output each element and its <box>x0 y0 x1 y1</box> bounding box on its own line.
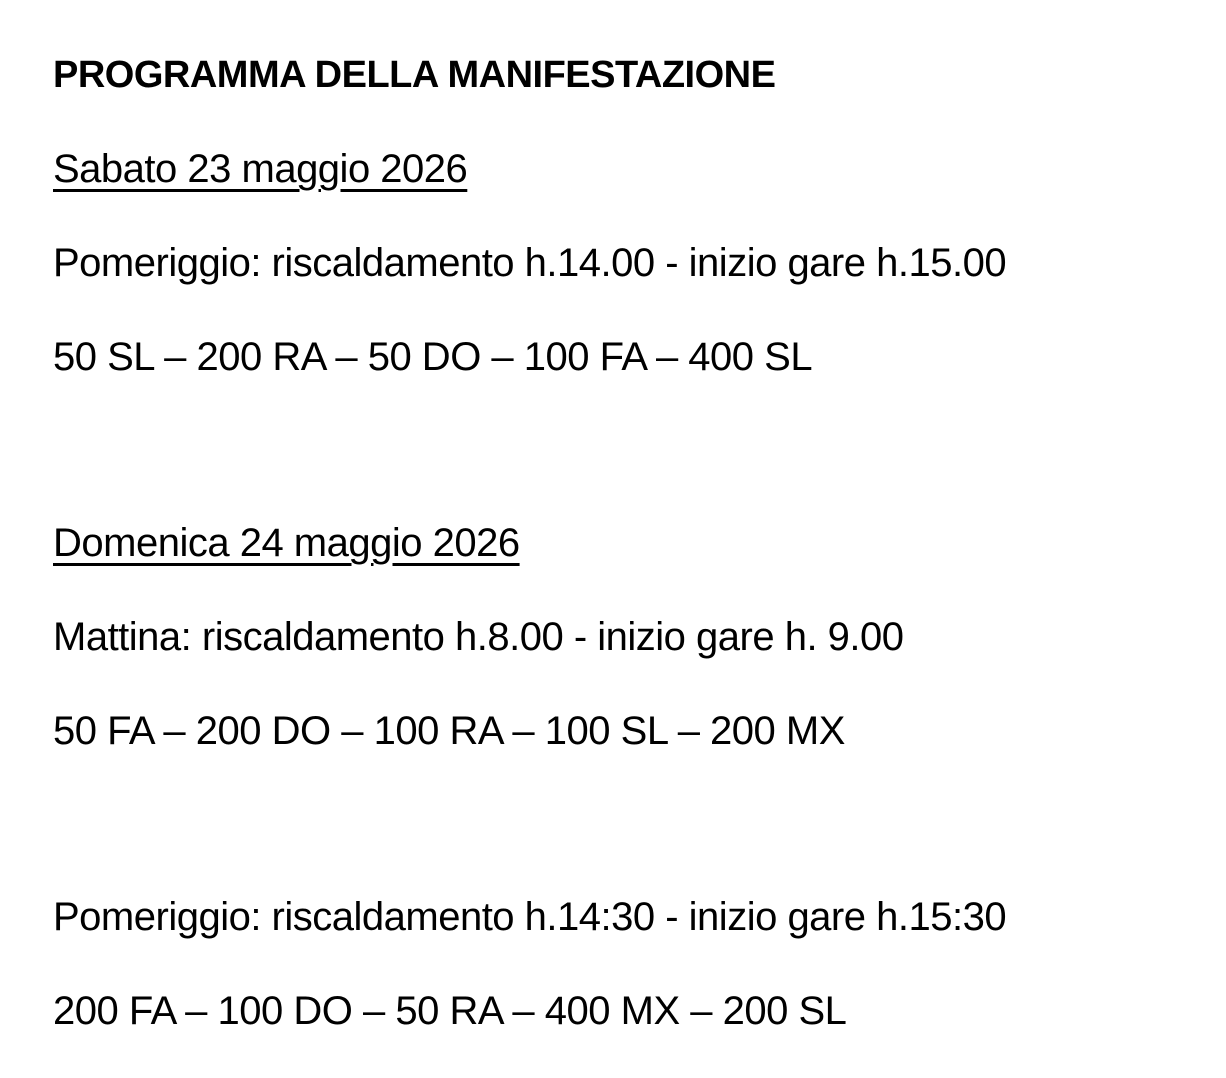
day1-heading: Sabato 23 maggio 2026 <box>53 147 468 191</box>
day1-event-list: 50 SL – 200 RA – 50 DO – 100 FA – 400 SL <box>53 335 813 379</box>
day1-session-afternoon: Pomeriggio: riscaldamento h.14.00 - inizio gare h.15.00 <box>53 241 1007 285</box>
page-title: PROGRAMMA DELLA MANIFESTAZIONE <box>53 54 776 96</box>
day2-afternoon-event-list: 200 FA – 100 DO – 50 RA – 400 MX – 200 SL <box>53 989 847 1033</box>
day2-morning-event-list: 50 FA – 200 DO – 100 RA – 100 SL – 200 MX <box>53 709 845 753</box>
day2-heading: Domenica 24 maggio 2026 <box>53 521 520 565</box>
day2-session-morning: Mattina: riscaldamento h.8.00 - inizio gare h. 9.00 <box>53 615 904 659</box>
day2-session-afternoon: Pomeriggio: riscaldamento h.14:30 - inizio gare h.15:30 <box>53 895 1007 939</box>
